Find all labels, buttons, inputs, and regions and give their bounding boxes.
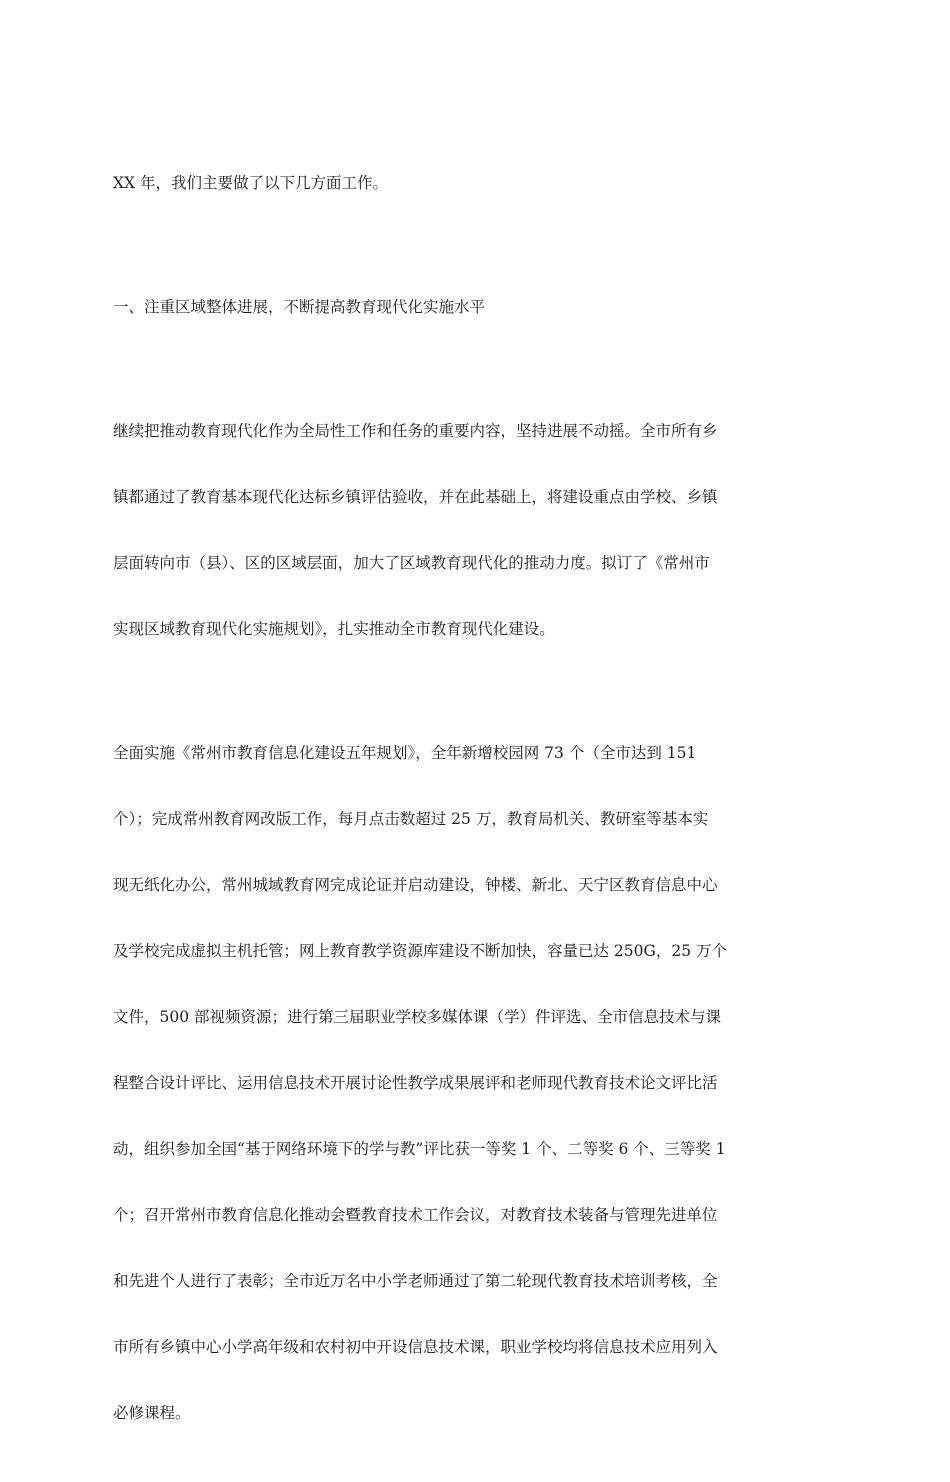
document-body [113,128,843,1482]
text-line: 文件，500 部视频资源；进行第三届职业学校多媒体课（学）件评选、全市信息技术与课 [113,1008,722,1026]
body-paragraph-modernization [113,376,843,684]
text-line: 镇都通过了教育基本现代化达标乡镇评估验收，并在此基础上，将建设重点由学校、乡镇 [113,488,718,506]
text-line: 必修课程。 [113,1404,191,1422]
intro-paragraph [113,128,843,238]
text-line: 及学校完成虚拟主机托管；网上教育教学资源库建设不断加快，容量已达 250G，25 万个 [113,942,728,960]
text-line: 和先进个人进行了表彰；全市近万名中小学老师通过了第二轮现代教育技术培训考核，全 [113,1272,718,1290]
text-line: 继续把推动教育现代化作为全局性工作和任务的重要内容，坚持进展不动摇。全市所有乡 [113,422,718,440]
section-heading [113,252,843,362]
text-line: 全面实施《常州市教育信息化建设五年规划》，全年新增校园网 73 个（全市达到 151 [113,744,697,762]
text-line: 现无纸化办公，常州城域教育网完成论证并启动建设，钟楼、新北、天宁区教育信息中心 [113,876,718,894]
text-line: 一、注重区域整体进展，不断提高教育现代化实施水平 [113,298,486,316]
text-line: 实现区域教育现代化实施规划》，扎实推动全市教育现代化建设。 [113,620,555,638]
text-line: 程整合设计评比、运用信息技术开展讨论性教学成果展评和老师现代教育技术论文评比活 [113,1074,718,1092]
body-paragraph-informatization [113,698,843,1468]
text-line: 动，组织参加全国“基于网络环境下的学与教”评比获一等奖 1 个、二等奖 6 个、三等奖 1 [113,1140,726,1158]
text-line: 层面转向市（县）、区的区域层面，加大了区域教育现代化的推动力度。拟订了《常州市 [113,554,710,572]
text-line: 个；召开常州市教育信息化推动会暨教育技术工作会议，对教育技术装备与管理先进单位 [113,1206,718,1224]
text-line: 个）；完成常州教育网改版工作，每月点击数超过 25 万，教育局机关、教研室等基本实 [113,810,709,828]
text-line: XX 年，我们主要做了以下几方面工作。 [113,174,388,192]
text-line: 市所有乡镇中心小学高年级和农村初中开设信息技术课，职业学校均将信息技术应用列入 [113,1338,718,1356]
